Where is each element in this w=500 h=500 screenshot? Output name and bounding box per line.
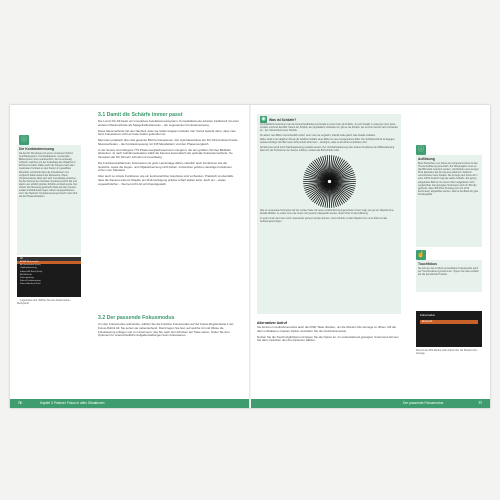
menu-row: Fokus-Positionierung [20,280,41,283]
paragraph: Man kann praktisch über das gesamte Bild frei fokussieren. Der Hybridautofokus der DC-S9 kombiniert beide Messmethoden – die Kontrastmessung mit 315 Messfeldern und den Phasenvergleich. [98,138,238,146]
paragraph: Um den Fokusmodus aufzurufen, wählen Sie die Funktion Fokusmodus auf der Fokus-Registerkarte 1 der Fokus-Rubrik AF. Sie sehen sie nebenstehend. Damit legen Sie fest, auf welche Art und Weise die Fokussierung erfolgen soll. Im Untermenü, das Sie nach dem Drücken der Taste sehen, finden Sie drei Optionen für unterschiedliche Aufgabenstellungen beim Fokussieren. [98,322,234,338]
sidebar-text: Beim Betrachten von Fotos am Computermonitor ist das Thema Auflösung wesentlich. Zur Wiedergabe muss es das Bild stark reduziert werden, da Monitore weit weniger Pixel darstellen als die Kamera aufnimmt. Dadurch verschwinden feine Details. Die Anzeige des Fotos oft in einer 100%-Ansicht zeigt die wahre Schärfe. Ein gering aufgelöstes Bild ist mit einem höher aufgelösten nicht vergleichbar. Ein gezeigtes Testmuster wird mit 300 dpi gedruckt, dass 300 Pixel (Punkte) pro Inch (2,54 Zentimeter) abgebildet werden. Das ist die Basis für gute Druckqualität. [418,162,479,196]
running-title: Der passende Fokusmodus [403,401,444,405]
sidebar-heading: Die Kontrastmessung [19,147,55,151]
sidebar-contrast-measurement [17,145,81,255]
chapter-title: Kapitel 3 Präziser Fokus in allen Situationen [40,401,105,405]
subheading: Alternativer Aufruf [257,321,287,325]
left-footer [10,399,249,408]
camera-menu-screenshot [17,257,81,297]
menu-row: Fokus-/Auslöse-Prior. [20,283,41,286]
menu-row: Individ. AF-Einst.(Foto) [20,270,43,273]
right-page [251,105,490,408]
info-icon: ⓘ [20,137,27,143]
note-paragraph: Das so verwendete Testmuster auf der rechten Seite mit seinen strahlenförmig angeordneten Linien zeigt, wie gut ein Objektiv feine Details abbildet. Je weiter innen die Linien noch getrennt dargestellt werden, desto höher ist die Auflösung. [260,210,394,215]
sidebar-resolution [416,155,482,247]
note-paragraph: Daher spielt in der täglichen Praxis die wirkliche Schärfe eines Bilds nur eine untergeordnete Rolle. Der Schärfeeindruck ist dagegen weitaus wichtiger. Ein Bild muss nicht perfekt scharf sein – wichtig ist, dass es als scharf empfunden wird. [260,139,395,144]
paragraph: In der Sensor sind übrigens 779 Phasenvergleichssensoren integriert, die den größten Teil des Bildfelds abdecken. Je nach Aufnahmesituation wählt die Kamera automatisch die optimale Fokussiermethode. So fokussiert die DC-S9 sehr schnell und zuverlässig. [98,147,233,159]
paragraph: Sie können in Aufnahmemodus auch die DISP-Taste drücken, um die Monitor-Info-Anzeige zu öffnen. Mit der darin enthaltenen zweiten Option verändern Sie den Autofokusmodus. [257,325,397,333]
note-what-is-sharpness [257,114,401,314]
note-paragraph: Schärfe kann auch durch Nachbearbeitung verstärkt werden. Per Unscharfmaskierung oder anderer Funktionen der Bildbearbeitung lässt sich der Kontrast an den Kanten erhöhen, sodass das Bild schärfer wirkt. [260,146,395,152]
siemens-star-test-chart [302,154,357,209]
note-paragraph: Grundsätzlich bezeichnet man die Unterscheidbarkeit von Details in einem Foto als Schärfe. Je mehr Details zu erkennen sind, desto schärfer erscheint das Bild. Neben der Schärfe, die physikalisch vorhanden ist, gibt es die Schärfe, die wir ihrer Ansicht nach vorhanden ist – den Sinneindruck einer Schärfe. [260,124,399,132]
menu-row: AF/AE Messmodus [17,261,81,264]
sidebar-heading: Auflösung [418,157,435,161]
page-number: 76 [18,401,22,405]
sidebar-text: Sie können die im Menü einstellbaren Fokuspunkte auch per Touchbedienung bestimmen. Tippen Sie dazu einfach auf die betreffende Position. [418,267,479,277]
camera-focus-mode-screenshot [416,311,482,347]
screen-caption: Dies ist der AFS-Modus nach Aufruf über die Monitor-Info-Anzeige. [416,349,478,356]
screen-title: Fokusmodus [420,314,435,317]
paragraph: Nutzen Sie die Touchmöglichkeit und tippen Sie die Option an. Im nebenstehend gezeigten Untermenü können Sie dann zwischen den drei Optionen wählen. [257,334,399,343]
sidebar-heading: Touchfokus [418,262,437,266]
note-paragraph: In weiter innen die Linien noch voneinander getrennt werden können, umso schärfer ist das Objektiv bzw. umso höher ist das Auflösungsvermögen. [260,217,388,223]
menu-row: Objekterkennung [20,267,37,270]
paragraph: Die Lumix DC-S9 bietet ein innovatives Autofokusmesssystem. Kompaktkameras arbeiten traditionell mit einer anderen Messmethode als Spiegelreflexkameras – der sogenannten Kontrastmessung. [98,119,239,127]
note-paragraph: So wirken zwei Bilder unterschiedlich scharf, wenn man sie vergleicht, obwohl beide gleich viele Details enthalten. [260,134,376,137]
menu-tab: AF [17,257,81,261]
menu-row: Fokuspeaking [20,277,34,280]
sidebar-touch-focus [416,260,482,292]
section-focus-mode [98,315,240,390]
screen-option: Einzel-AF [420,320,478,324]
right-footer [251,399,490,408]
page-number: 77 [478,401,482,405]
menu-row: AF-Hilfslicht [20,273,32,276]
menu-caption: … zugeordnet sind. Wählen Sie den Fokusmodus-Menüpunkt. [17,299,71,306]
paragraph: Diese Messmethode hat den Nachteil, dass sie relativ langsam arbeitet. Der Vorteil besteht darin, dass man beim Fokussieren nicht an feste Felder gebunden ist. [98,128,236,137]
camera-icon: ◉ [261,116,266,122]
info-icon: ⓘ [417,147,424,153]
section-heading: 3.2 Der passende Fokusmodus [98,315,175,321]
paragraph: Die Funktionsvielfalt beim Fokussieren ist groß. Heutzutage dürfen natürlich auch Funktionen wie die Gesichts- sowie die Augen- und Objekterkennung nicht fehlen. Inzwischen gehören derartige Funktionen schon zum Standard. [98,160,232,173]
left-page [10,105,249,408]
note-heading: Was ist Schärfe? [269,117,297,122]
section-heading: 3.1 Damit die Schärfe immer passt [98,112,183,118]
menu-row: AF-Sensitivität (Foto) [20,264,41,267]
section-alternative-call [257,319,401,394]
sidebar-text: Da die DC-S9 arbeitet mit einem modernen Hybrid-Autofokussystem. Kontrastbasierte, verwendete Bildsensoren sind verantwortlich, die bis eindeutig schlecht, welches von der Fokuslage des Objektivs in Echtzeit ermittelt. Dabei sucht die Kamera nach dem maximalen Kontrast an den Kanten im gewählten Messfeld, verschiebt dazu die Fokuslinsen und vergleicht dabei laufend die Messwerte. Diese Vorgehensweise lässt sich sehr zuverlässig einsetzen, bis die Kamera den höchsten Kontrast erreicht hat und damit eine wirklich präzise Schärfe ermittelt wurde. Der Vorteil: Die Messung geschieht direkt auf dem Sensor, sodass Fehlfokussierungen nahezu ausgeschlossen sind. Der Nachteil: Kontrastmessung braucht mehr Zeit als die Phasendetektion. [19,152,78,199]
paragraph: Aber auch so simple Funktionen wie ein kontinuierlicher Autofokus sind vorhanden. Praktisch ist ebenfalls, dass die Kamera erkennt Objekte per Motivverfolgung präzise scharf stellen kann. Auch ein – etwas ungewöhnlicher – Sternen-licht-AF wird bereitgestellt. [98,174,234,186]
book-spread [10,105,490,408]
hand-touch-icon: ☝ [417,252,425,258]
section-focus-sharpness [98,112,240,297]
